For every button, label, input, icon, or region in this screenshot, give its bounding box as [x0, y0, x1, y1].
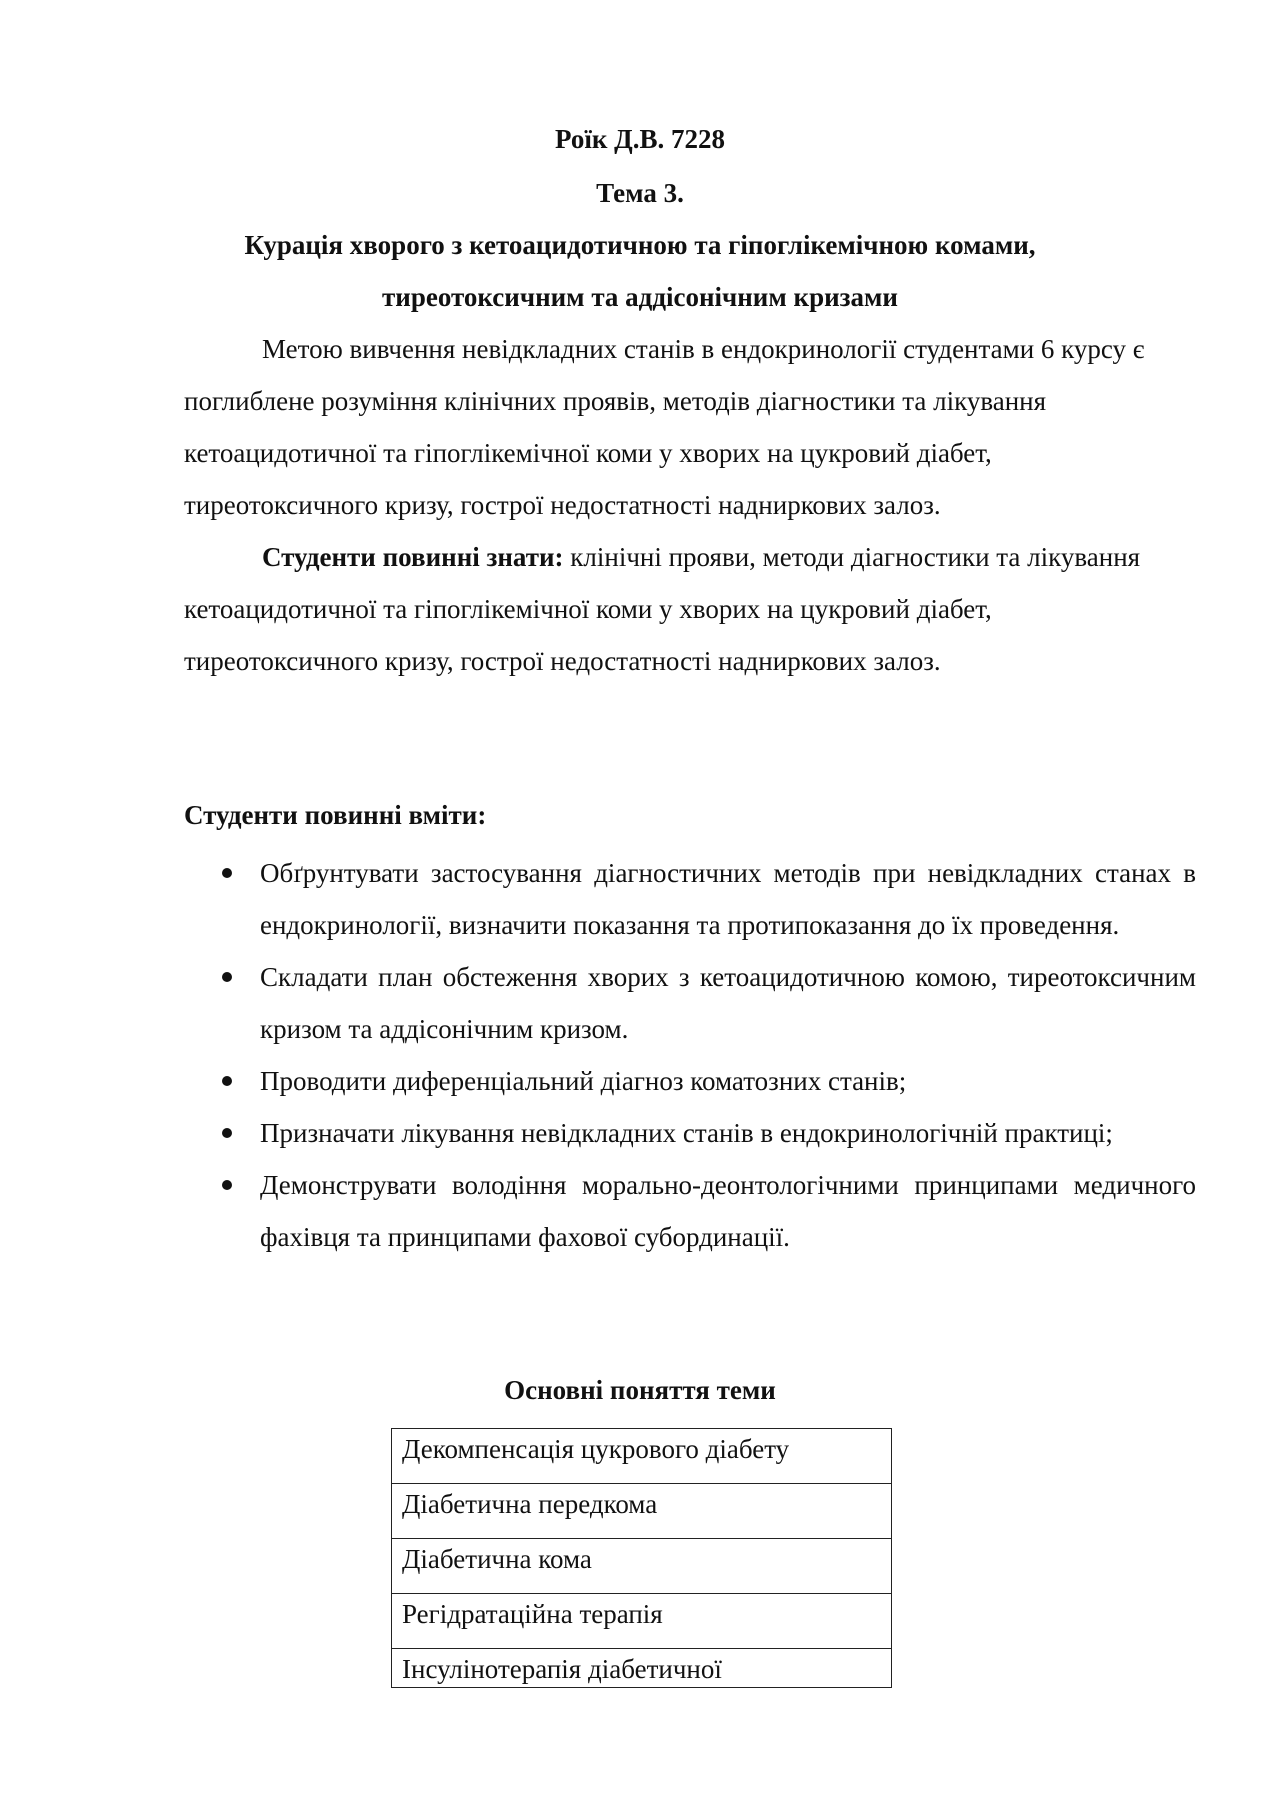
knowledge-text: клінічні прояви, методи діагностики та лікування кетоацидотичної та гіпоглікемічної коми у хворих на цукровий діабет, тиреотоксичного кризу, гострої недостатності надниркових залоз.: [184, 542, 1141, 676]
bullet-icon: [222, 1180, 232, 1190]
knowledge-paragraph: [184, 531, 1184, 687]
table-cell: Діабетична передкома: [392, 1484, 892, 1539]
list-item: Обґрунтувати застосування діагностичних методів при невідкладних станах в ендокринології, визначити показання та протипоказання до їх проведення.: [184, 847, 1196, 951]
list-item: Складати план обстеження хворих з кетоацидотичною комою, тиреотоксичним кризом та аддісонічним кризом.: [184, 951, 1196, 1055]
bullet-icon: [222, 972, 232, 982]
list-item: Призначати лікування невідкладних станів в ендокринологічній практиці;: [184, 1107, 1196, 1159]
list-item: Демонструвати володіння морально-деонтологічними принципами медичного фахівця та принципами фахової субординації.: [184, 1159, 1196, 1263]
bullet-icon: [222, 1128, 232, 1138]
table-cell: Декомпенсація цукрового діабету: [392, 1429, 892, 1484]
terms-table: [391, 1428, 892, 1688]
list-item: Проводити диференціальний діагноз коматозних станів;: [184, 1055, 1196, 1107]
skills-list: [184, 847, 1196, 1263]
table-row: [392, 1484, 892, 1539]
bullet-icon: [222, 868, 232, 878]
author-line: Роїк Д.В. 7228: [555, 124, 725, 154]
terms-heading: Основні поняття теми: [504, 1375, 776, 1405]
table-row: [392, 1594, 892, 1649]
title-line-2: тиреотоксичним та аддісонічним кризами: [382, 282, 898, 312]
table-row: [392, 1539, 892, 1594]
table-row: [392, 1649, 892, 1688]
title-line-1: Курація хворого з кетоацидотичною та гіпоглікемічною комами,: [244, 230, 1036, 260]
table-row: [392, 1429, 892, 1484]
bullet-icon: [222, 1076, 232, 1086]
knowledge-label: Студенти повинні знати:: [262, 542, 564, 572]
intro-paragraph: Метою вивчення невідкладних станів в ендокринології студентами 6 курсу є поглиблене розуміння клінічних проявів, методів діагностики та лікування кетоацидотичної та гіпоглікемічної коми у хворих на цукровий діабет, тиреотоксичного кризу, гострої недостатності надниркових залоз.: [184, 334, 1145, 520]
table-cell: Регідратаційна терапія: [392, 1594, 892, 1649]
table-cell: Інсулінотерапія діабетичної: [392, 1649, 892, 1688]
topic-number: Тема 3.: [596, 178, 684, 208]
skills-heading: Студенти повинні вміти:: [184, 800, 487, 830]
table-cell: Діабетична кома: [392, 1539, 892, 1594]
